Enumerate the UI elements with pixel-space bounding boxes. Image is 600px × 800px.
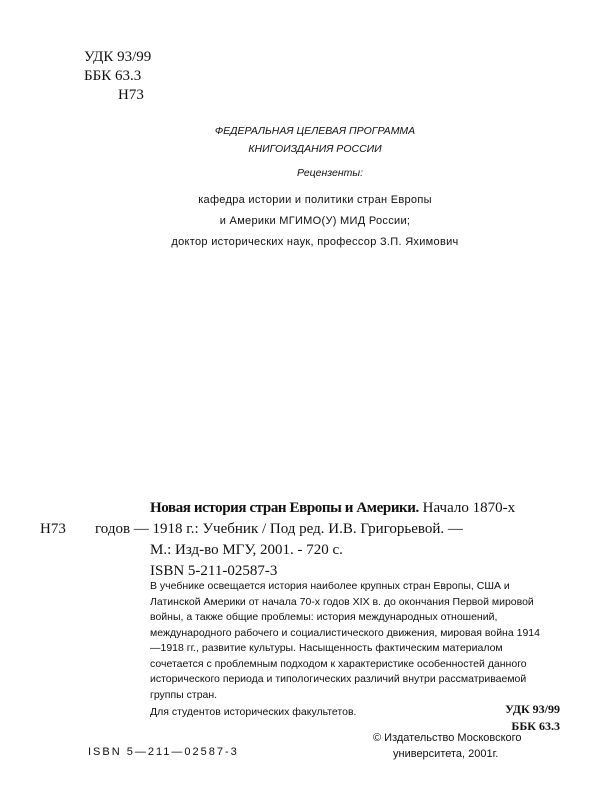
reviewers-title: Рецензенты: <box>296 167 364 179</box>
copyright-line-2: университета, 2001г. <box>393 748 499 760</box>
udk-code-bottom: УДК 93/99 <box>505 702 560 716</box>
isbn-footer: ISBN 5—211—02587-3 <box>88 746 239 758</box>
program-line-1: ФЕДЕРАЛЬНАЯ ЦЕЛЕВАЯ ПРОГРАММА <box>214 125 416 137</box>
bib-title-line <box>95 498 515 519</box>
copyright-notice <box>373 730 522 762</box>
classification-block-top <box>84 48 151 105</box>
book-title-rest: Начало 1870-х <box>418 500 516 516</box>
annotation-text: В учебнике освещается история наиболее крупных стран Европы, США и Латинской Америки от начала 70-х годов XIX в. до окончания Первой мировой войны, а также общие проблемы: история международных отношений, международного рабочего и социалистического движения, мировая война 1914—1918 гг., развитие культуры. Насыщенность фактическим материалом сочетается с проблемным подходом к характеристике особенностей данного исторического периода и типологических различий внутри рассматриваемой группы стран. <box>150 580 540 701</box>
program-line-2: КНИГОИЗДАНИЯ РОССИИ <box>248 143 382 155</box>
bbk-code-bottom: ББК 63.3 <box>511 719 560 733</box>
bbk-code: ББК 63.3 <box>84 68 142 84</box>
bib-isbn: ISBN 5-211-02587-3 <box>150 563 278 579</box>
bib-publisher-line: М.: Изд-во МГУ, 2001. - 720 с. <box>150 542 343 558</box>
reviewer-line-2: и Америки МГИМО(У) МИД России; <box>219 215 411 227</box>
federal-program-heading <box>0 122 600 158</box>
author-sign: Н73 <box>118 87 144 103</box>
reviewer-line-3: доктор исторических наук, профессор З.П. Яхимович <box>171 236 459 248</box>
bib-line-2 <box>40 519 515 540</box>
annotation-audience: Для студентов исторических факультетов. <box>150 706 357 718</box>
bib-line-3 <box>95 540 515 561</box>
book-title: Новая история стран Европы и Америки. <box>150 500 419 516</box>
annotation <box>150 579 550 721</box>
reviewer-line-1: кафедра истории и политики стран Европы <box>198 194 432 206</box>
copyright-line-1: © Издательство Московского <box>373 732 522 744</box>
bib-edition-line: годов — 1918 г.: Учебник / Под ред. И.В. Григорьевой. — <box>95 521 463 537</box>
udk-code: УДК 93/99 <box>84 49 152 65</box>
bib-author-sign: Н73 <box>40 521 66 537</box>
reviewers-list <box>0 190 600 253</box>
bibliographic-record <box>40 498 516 582</box>
